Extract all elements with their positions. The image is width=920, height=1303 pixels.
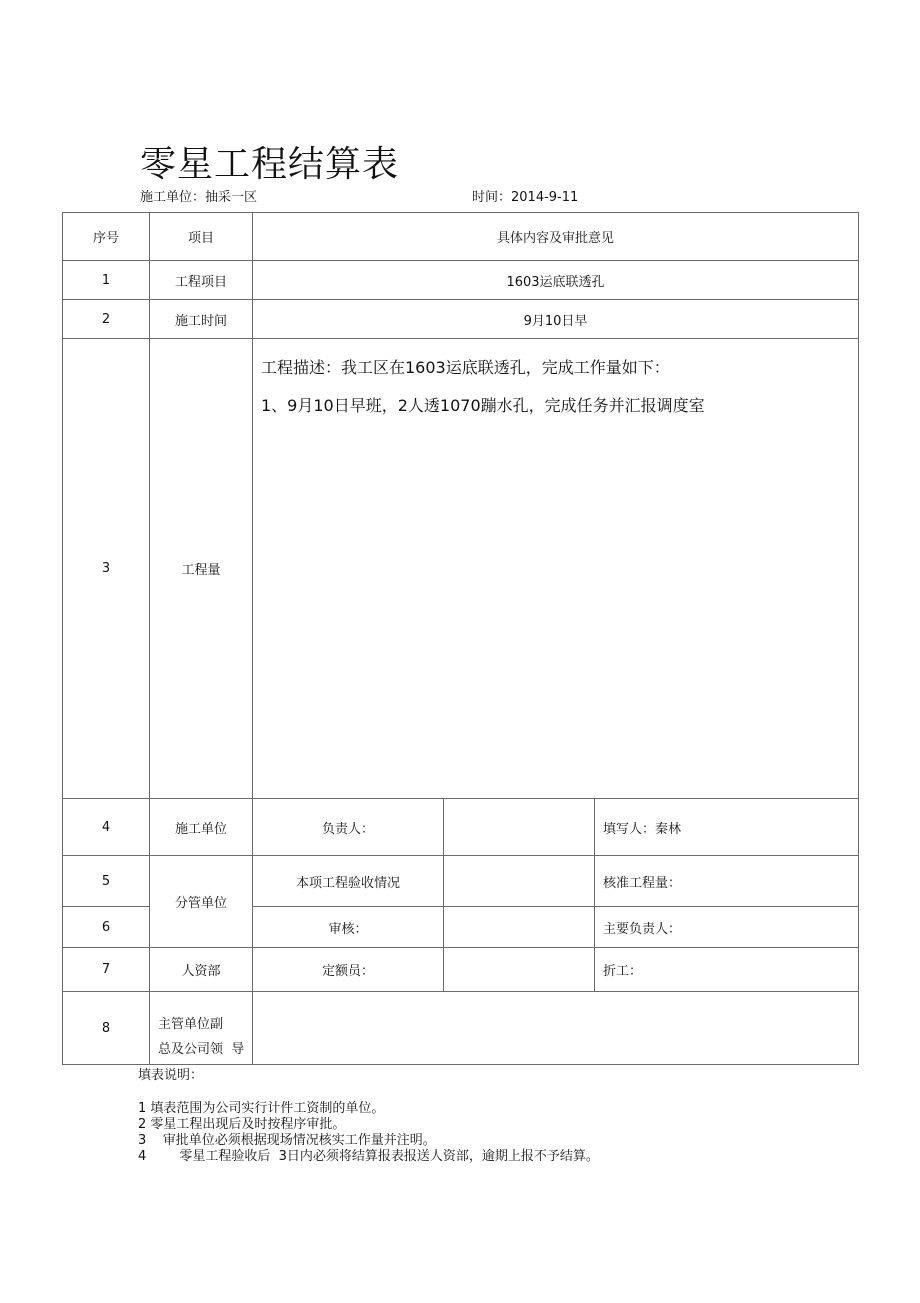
page-title: 零星工程结算表 bbox=[140, 144, 400, 185]
table-row bbox=[63, 339, 859, 799]
table-header-row bbox=[63, 213, 859, 261]
instruction-item: 3 审批单位必须根据现场情况核实工作量并注明。 bbox=[138, 1133, 436, 1148]
review-value bbox=[444, 907, 595, 948]
row-number: 6 bbox=[63, 907, 150, 948]
row-item-line: 总及公司领 导 bbox=[158, 1042, 245, 1057]
instructions-title: 填表说明： bbox=[138, 1068, 204, 1083]
row-item: 工程项目 bbox=[150, 261, 253, 300]
date-label: 时间：2014-9-11 bbox=[472, 190, 579, 205]
row-item: 施工单位 bbox=[150, 799, 253, 856]
row-number: 3 bbox=[63, 339, 150, 799]
filled-by-label: 填写人：秦林 bbox=[595, 799, 859, 856]
quota-clerk-value bbox=[444, 948, 595, 992]
construction-unit-label: 施工单位：抽采一区 bbox=[140, 190, 258, 205]
instruction-item: 1 填表范围为公司实行计件工资制的单位。 bbox=[138, 1101, 385, 1116]
settlement-table bbox=[62, 212, 859, 1065]
row-content: 1603运底联透孔 bbox=[253, 261, 859, 300]
row-number: 2 bbox=[63, 300, 150, 339]
work-conversion-label: 折工： bbox=[595, 948, 859, 992]
table-row bbox=[63, 261, 859, 300]
row-number: 7 bbox=[63, 948, 150, 992]
table-row bbox=[63, 992, 859, 1065]
instructions bbox=[138, 1068, 599, 1165]
col-header-item: 项目 bbox=[150, 213, 253, 261]
main-responsible-label: 主要负责人： bbox=[595, 907, 859, 948]
acceptance-label: 本项工程验收情况 bbox=[253, 856, 444, 907]
row-item: 工程量 bbox=[150, 339, 253, 799]
acceptance-value bbox=[444, 856, 595, 907]
review-label: 审核： bbox=[253, 907, 444, 948]
row-number: 4 bbox=[63, 799, 150, 856]
approved-quantity-label: 核准工程量： bbox=[595, 856, 859, 907]
quota-clerk-label: 定额员： bbox=[253, 948, 444, 992]
row-item: 施工时间 bbox=[150, 300, 253, 339]
col-header-no: 序号 bbox=[63, 213, 150, 261]
work-description-line: 1、9月10日早班，2人透1070蹦水孔，完成任务并汇报调度室 bbox=[261, 396, 705, 415]
instruction-item: 2 零星工程出现后及时按程序审批。 bbox=[138, 1117, 346, 1132]
responsible-person-value bbox=[444, 799, 595, 856]
row-item: 人资部 bbox=[150, 948, 253, 992]
row-number: 8 bbox=[63, 992, 150, 1065]
table-row bbox=[63, 799, 859, 856]
work-description-cell bbox=[253, 339, 859, 799]
responsible-person-label: 负责人： bbox=[253, 799, 444, 856]
instruction-item: 4 零星工程验收后 3日内必须将结算报表报送人资部，逾期上报不予结算。 bbox=[138, 1149, 599, 1164]
table-row bbox=[63, 300, 859, 339]
row-number: 1 bbox=[63, 261, 150, 300]
col-header-content: 具体内容及审批意见 bbox=[253, 213, 859, 261]
row-number: 5 bbox=[63, 856, 150, 907]
row-content: 9月10日早 bbox=[253, 300, 859, 339]
table-row bbox=[63, 856, 859, 907]
work-description-line: 工程描述：我工区在1603运底联透孔，完成工作量如下： bbox=[261, 358, 670, 377]
row-item: 分管单位 bbox=[150, 856, 253, 948]
row-item bbox=[150, 992, 253, 1065]
row-content bbox=[253, 992, 859, 1065]
row-item-line: 主管单位副 bbox=[158, 1017, 224, 1032]
table-row bbox=[63, 948, 859, 992]
